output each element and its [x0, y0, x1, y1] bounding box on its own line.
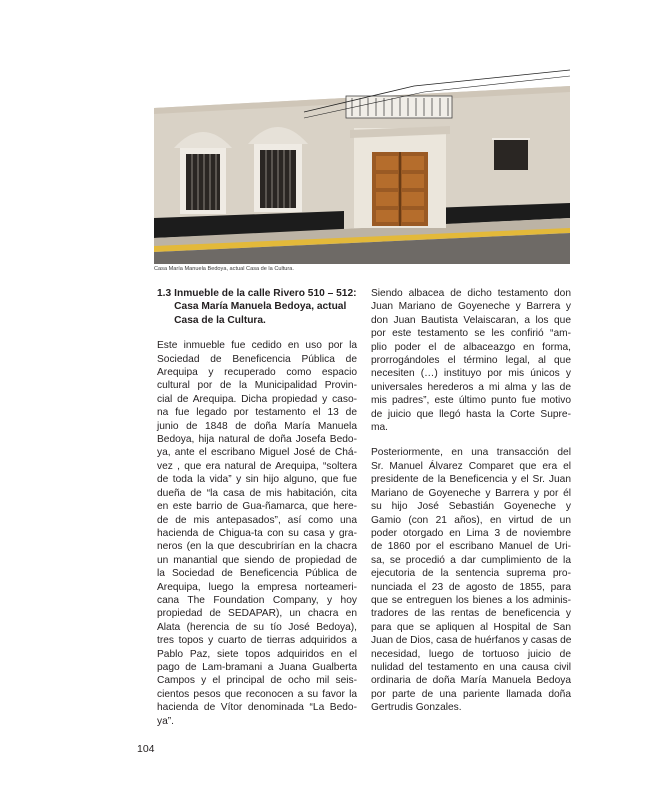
text-line: tres topos y cuarto de tierras adquiridos a — [157, 635, 357, 647]
text-line: Posteriormente, en una transacción del — [371, 447, 571, 459]
text-line: Pablo Paz, siete topos adquiridos en el — [157, 648, 357, 660]
text-line: na fue legado por testamento el 13 de — [157, 407, 357, 419]
text-line: Sr. Manuel Álvarez Comparet que era el — [371, 460, 571, 472]
text-line: sa, se procedió a dar cumplimiento de la — [371, 554, 571, 566]
text-line: cultural por de la Municipalidad Provin- — [157, 380, 357, 392]
text-line: necesiten (…) instituyo por mis únicos y — [371, 368, 571, 380]
text-line: hacienda de Vítor denominada “La Bedo- — [157, 702, 357, 714]
text-line: su hijo José Sebastián Goyeneche y — [371, 501, 571, 513]
section-heading — [157, 287, 357, 327]
text-line: para que se apliquen al Hospital de San — [371, 621, 571, 633]
text-line: por parte de una pariente llamada doña — [371, 688, 571, 700]
text-line: tradores de las rentas de beneficencia y — [371, 608, 571, 620]
text-line: presidente de la Beneficencia y el Sr. Juan — [371, 474, 571, 486]
text-line: Juan de Dios, casa de huérfanos y casas de — [371, 635, 572, 647]
text-line: Sociedad de Beneficencia Pública de — [157, 353, 357, 365]
text-line: de juicio que llegó hasta la Corte Supre- — [371, 408, 571, 420]
right-column — [371, 287, 571, 715]
text-line: Arequipa, luego la empresa norteameri- — [157, 581, 357, 593]
text-line: Bedoya, hija natural de doña Josefa Bedo- — [157, 434, 357, 446]
text-line: necesidad, luego de tortuoso juicio de — [371, 648, 571, 660]
text-line: ejecutoria de la sentencia suprema pro- — [371, 568, 571, 580]
text-line: mis padres”, este último punto fue motivo — [371, 395, 571, 407]
text-line: hacienda de Chigua-ta con su casa y gra- — [157, 527, 357, 539]
text-line: en este barrio de Gua-ñamarca, que here- — [157, 501, 357, 513]
text-line: junio de 1848 de doña María Manuela — [157, 420, 357, 432]
text-line: pago de Lam-bramani a Juana Gualberta — [157, 661, 357, 673]
text-line: un manantial que siendo de propiedad de — [157, 554, 357, 566]
text-line: Juan Mariano de Goyeneche y Barrera y — [371, 301, 571, 313]
text-line: que se entreguen los bienes a los adminis- — [371, 594, 571, 606]
text-line: ya, ante el escribano Miguel José de Chá- — [157, 447, 357, 459]
text-line: cana The Foundation Company, y hoy — [157, 594, 357, 606]
text-line: neros (en la que descubrirían en la chacra — [157, 541, 357, 553]
text-line: Mariano de Goyeneche y Barrera y por él — [371, 487, 571, 499]
text-line: Este inmueble fue cedido en uso por la — [157, 340, 357, 352]
text-line: ordinaria de doña María Manuela Bedoya — [371, 675, 571, 687]
text-line: don Juan Bautista Velaiscaran, a los que — [371, 314, 571, 326]
text-line: cientos pesos que reconocen a su favor la — [157, 688, 357, 700]
text-line: Arequipa y recuperado como espacio — [157, 367, 357, 379]
text-line: prorrogándoles el término legal, al que — [371, 355, 571, 367]
section-number: 1.3 — [157, 288, 172, 299]
text-line: propiedad de SEDAPAR), un chacra en — [157, 608, 357, 620]
section-title: Inmueble de la calle Rivero 510 – 512: Casa María Manuela Bedoya, actual Casa de la Cultura. — [174, 288, 357, 326]
text-line: de de mis antepasados”, así como una — [157, 514, 357, 526]
text-line: poder otorgado en Lima 3 de noviembre — [371, 527, 571, 539]
text-line: la Sociedad de Beneficencia Pública de — [157, 568, 357, 580]
text-line: nunciada el 23 de agosto de 1855, para — [371, 581, 571, 593]
left-column — [157, 287, 357, 728]
right-paragraph-1 — [371, 287, 571, 434]
text-line: ya”. — [157, 715, 174, 727]
building-photo — [154, 68, 570, 264]
text-line: ma. — [371, 422, 388, 434]
text-line: universales herederos a mi alma y las de — [371, 381, 571, 393]
left-paragraph — [157, 339, 357, 728]
text-line: de toda la vida” y sin hijo alguno, que fue — [157, 474, 357, 486]
text-line: Gamio (con 21 años), en virtud de un — [371, 514, 571, 526]
figure-caption: Casa María Manuela Bedoya, actual Casa de la Cultura. — [154, 266, 294, 272]
text-line: Campos y el principal de ocho mil seis- — [157, 675, 357, 687]
right-paragraph-2 — [371, 446, 571, 714]
text-line: Gertrudis Gonzales. — [371, 702, 462, 714]
page-number: 104 — [137, 743, 155, 755]
text-line: cial de Arequipa. Dicha propiedad y caso- — [157, 393, 357, 405]
text-line: vez , que era natural de Arequipa, “soltera — [157, 460, 357, 472]
text-line: dueña de “la casa de mis habitación, cita — [157, 487, 357, 499]
text-line: plio poder el de albaceazgo en forma, — [371, 341, 571, 353]
text-line: por este testamento se les confirió “am- — [371, 328, 571, 340]
text-line: Alata (herencia de su tío José Bedoya), — [157, 621, 357, 633]
text-line: de 1860 por el escribano Manuel de Uri- — [371, 541, 571, 553]
text-line: Siendo albacea de dicho testamento don — [371, 288, 571, 299]
text-line: nulidad del testamento en una causa civil — [371, 661, 571, 673]
